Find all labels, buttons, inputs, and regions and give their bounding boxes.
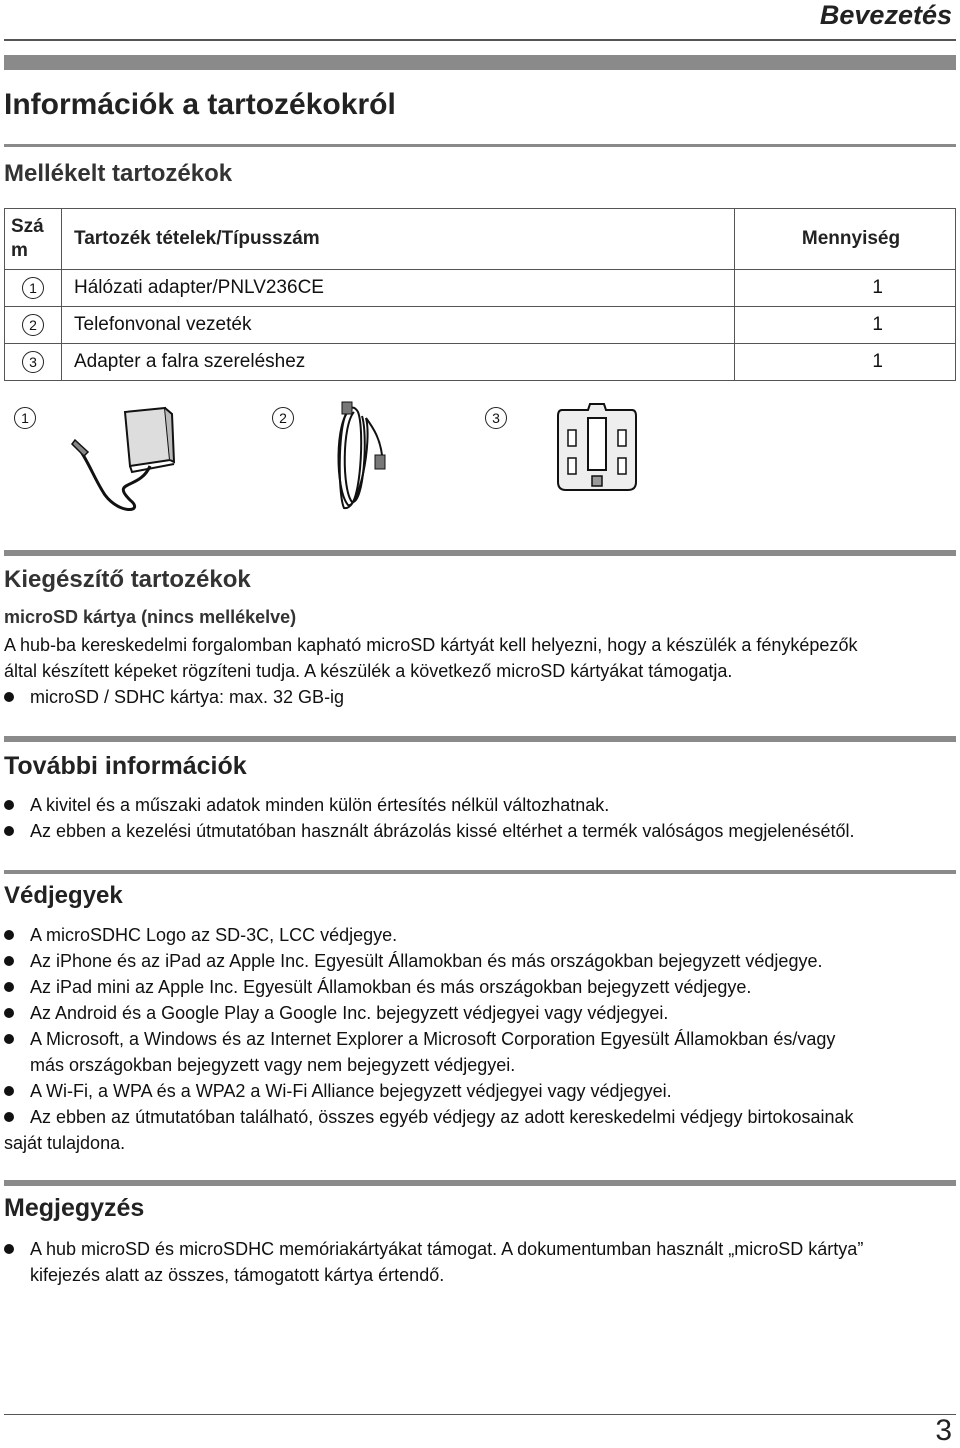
list-item-text-continued: más országokban bejegyzett vagy nem bejegyzett védjegyei. — [30, 1055, 516, 1075]
section-divider — [4, 550, 956, 556]
optional-heading: Kiegészítő tartozékok — [4, 566, 251, 593]
section-divider — [4, 736, 956, 742]
figure-label-3: 3 — [485, 407, 507, 429]
table-header-row — [5, 209, 956, 270]
bullet-dot — [4, 826, 14, 836]
list-item-text: microSD / SDHC kártya: max. 32 GB-ig — [30, 687, 345, 707]
row-quantity: 1 — [735, 307, 956, 344]
ac-adapter-illustration — [70, 400, 190, 520]
microsd-paragraph-line2: által készített képeket rögzíteni tudja. A készülék a következő microSD kártyákat támogatja. — [4, 661, 733, 681]
bullet-dot — [4, 982, 14, 992]
section-divider — [4, 144, 956, 147]
section-title: Bevezetés — [819, 0, 952, 30]
list-item-text: A microSDHC Logo az SD-3C, LCC védjegye. — [30, 925, 398, 945]
list-item-text: A hub microSD és microSDHC memóriakártyákat támogat. A dokumentumban használt „microSD kártya” — [30, 1239, 864, 1259]
bullet-dot — [4, 1086, 14, 1096]
list-item-text: Az Android és a Google Play a Google Inc. bejegyzett védjegyei vagy védjegyei. — [30, 1003, 669, 1023]
note-heading: Megjegyzés — [4, 1194, 145, 1222]
list-item-text: Az iPhone és az iPad az Apple Inc. Egyesült Államokban és más országokban bejegyzett védjegye. — [30, 951, 823, 971]
list-item-text: A Wi-Fi, a WPA és a WPA2 a Wi-Fi Alliance bejegyzett védjegyei vagy védjegyei. — [30, 1081, 672, 1101]
bullet-dot — [4, 800, 14, 810]
list-item — [4, 1078, 956, 1104]
column-header-number: Szá m — [5, 209, 62, 270]
column-header-item: Tartozék tételek/Típusszám — [62, 209, 735, 270]
trademarks-heading: Védjegyek — [4, 882, 123, 909]
microsd-paragraph-line1: A hub-ba kereskedelmi forgalomban kapható microSD kártyát kell helyezni, hogy a készülék a fényképezők — [4, 635, 858, 655]
list-item — [4, 922, 956, 948]
list-item — [4, 1236, 956, 1288]
list-item-text: Az ebben a kezelési útmutatóban használt ábrázolás kissé eltérhet a termék valóságos megjelenésétől. — [30, 821, 855, 841]
bullet-dot — [4, 930, 14, 940]
list-item — [4, 1000, 956, 1026]
table-row — [5, 307, 956, 344]
bullet-dot — [4, 1244, 14, 1254]
bullet-dot — [4, 1112, 14, 1122]
bullet-dot — [4, 1034, 14, 1044]
list-item — [4, 684, 956, 710]
microsd-subheading: microSD kártya (nincs mellékelve) — [4, 607, 297, 627]
section-divider — [4, 870, 956, 874]
list-item — [4, 948, 956, 974]
bullet-dot — [4, 956, 14, 966]
row-item: Adapter a falra szereléshez — [62, 344, 735, 381]
list-item — [4, 792, 956, 818]
list-item-text-continued: saját tulajdona. — [4, 1133, 126, 1153]
header-divider — [4, 39, 956, 41]
table-row — [5, 344, 956, 381]
list-item-text-continued: kifejezés alatt az összes, támogatott kártya értendő. — [30, 1265, 445, 1285]
table-row — [5, 270, 956, 307]
bullet-dot — [4, 692, 14, 702]
included-heading: Mellékelt tartozékok — [4, 160, 233, 187]
list-item-text: Az ebben az útmutatóban található, összes egyéb védjegy az adott kereskedelmi védjegy birtokosainak — [30, 1107, 854, 1127]
footer-divider — [4, 1414, 956, 1415]
list-item-text: A kivitel és a műszaki adatok minden külön értesítés nélkül változhatnak. — [30, 795, 610, 815]
column-header-quantity: Mennyiség — [735, 209, 956, 270]
list-item — [4, 1026, 956, 1078]
page-title: Információk a tartozékokról — [4, 88, 396, 121]
section-divider — [4, 1180, 956, 1186]
list-item — [4, 1104, 956, 1153]
list-item — [4, 974, 956, 1000]
list-item-text: A Microsoft, a Windows és az Internet Explorer a Microsoft Corporation Egyesült Államokban és/vagy — [30, 1029, 836, 1049]
row-item: Telefonvonal vezeték — [62, 307, 735, 344]
more-info-heading: További információk — [4, 752, 247, 780]
list-item — [4, 818, 956, 844]
title-bar — [4, 55, 956, 70]
figure-label-1: 1 — [14, 407, 36, 429]
row-number: 3 — [5, 344, 62, 381]
phone-cord-illustration — [320, 400, 400, 515]
accessories-table — [4, 208, 956, 381]
row-number: 2 — [5, 307, 62, 344]
bullet-dot — [4, 1008, 14, 1018]
list-item-text: Az iPad mini az Apple Inc. Egyesült Államokban és más országokban bejegyzett védjegye. — [30, 977, 752, 997]
page-number: 3 — [935, 1414, 952, 1447]
wall-mount-adapter-illustration — [552, 400, 642, 500]
row-quantity: 1 — [735, 344, 956, 381]
figure-label-2: 2 — [272, 407, 294, 429]
row-item: Hálózati adapter/PNLV236CE — [62, 270, 735, 307]
row-number: 1 — [5, 270, 62, 307]
row-quantity: 1 — [735, 270, 956, 307]
